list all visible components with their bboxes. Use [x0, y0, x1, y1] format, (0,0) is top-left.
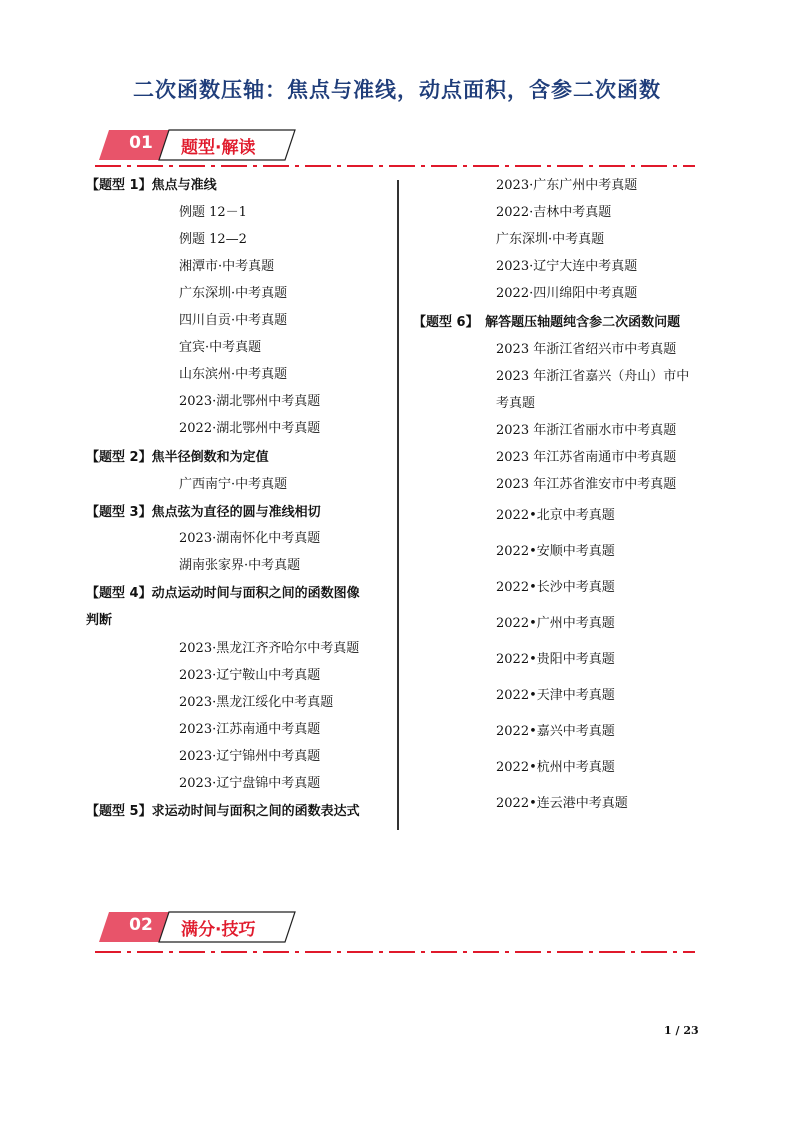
- toc-item[interactable]: 广东深圳·中考真题: [179, 286, 288, 301]
- toc-item[interactable]: 湖南张家界·中考真题: [179, 558, 301, 573]
- toc-item[interactable]: 2022•安顺中考真题: [496, 544, 615, 559]
- toc-heading: 判断: [86, 613, 113, 628]
- toc-item[interactable]: 2022•广州中考真题: [496, 616, 615, 631]
- toc-item[interactable]: 2022·四川绵阳中考真题: [496, 286, 638, 301]
- toc-item[interactable]: 2022·吉林中考真题: [496, 205, 612, 220]
- toc-item[interactable]: 2023 年浙江省丽水市中考真题: [496, 423, 677, 438]
- toc-item[interactable]: 2022•天津中考真题: [496, 688, 615, 703]
- toc-item[interactable]: 2022•杭州中考真题: [496, 760, 615, 775]
- toc-item[interactable]: 宜宾·中考真题: [179, 340, 262, 355]
- section-label: 满分·技巧: [181, 920, 256, 940]
- toc-item[interactable]: 例题 12－1: [179, 205, 247, 220]
- toc-item[interactable]: 2023 年浙江省嘉兴（舟山）市中: [496, 369, 690, 384]
- section-label: 题型·解读: [181, 138, 256, 158]
- page-title: 二次函数压轴：焦点与准线，动点面积，含参二次函数: [133, 78, 661, 102]
- toc-item[interactable]: 2023·江苏南通中考真题: [179, 722, 321, 737]
- toc-item[interactable]: 2023·湖北鄂州中考真题: [179, 394, 321, 409]
- toc-item[interactable]: 考真题: [496, 396, 536, 411]
- toc-item[interactable]: 山东滨州·中考真题: [179, 367, 288, 382]
- toc-item[interactable]: 2023·辽宁盘锦中考真题: [179, 776, 321, 791]
- toc-heading: 【题型 2】焦半径倒数和为定值: [86, 450, 269, 465]
- toc-heading: 【题型 6】 解答题压轴题纯含参二次函数问题: [413, 315, 681, 330]
- toc-item[interactable]: 2022•北京中考真题: [496, 508, 615, 523]
- toc-item[interactable]: 广西南宁·中考真题: [179, 477, 288, 492]
- toc-item[interactable]: 2023 年江苏省南通市中考真题: [496, 450, 677, 465]
- toc-item[interactable]: 2022•嘉兴中考真题: [496, 724, 615, 739]
- toc-heading: 【题型 5】求运动时间与面积之间的函数表达式: [86, 804, 360, 819]
- section-number: 01: [129, 133, 153, 153]
- toc-heading: 【题型 1】焦点与准线: [86, 178, 217, 193]
- toc-item[interactable]: 例题 12—2: [179, 232, 247, 247]
- toc-item[interactable]: 湘潭市·中考真题: [179, 259, 275, 274]
- toc-item[interactable]: 2022•贵阳中考真题: [496, 652, 615, 667]
- section-divider-1: [95, 164, 695, 168]
- toc-item[interactable]: 2022•连云港中考真题: [496, 796, 628, 811]
- toc-item[interactable]: 2022·湖北鄂州中考真题: [179, 421, 321, 436]
- toc-item[interactable]: 广东深圳·中考真题: [496, 232, 605, 247]
- toc-item[interactable]: 2022•长沙中考真题: [496, 580, 615, 595]
- toc-item[interactable]: 2023 年江苏省淮安市中考真题: [496, 477, 677, 492]
- toc-item[interactable]: 2023·广东广州中考真题: [496, 178, 638, 193]
- toc-item[interactable]: 2023·辽宁鞍山中考真题: [179, 668, 321, 683]
- toc-heading: 【题型 4】动点运动时间与面积之间的函数图像: [86, 586, 360, 601]
- toc-item[interactable]: 2023·黑龙江绥化中考真题: [179, 695, 334, 710]
- toc-item[interactable]: 2023·湖南怀化中考真题: [179, 531, 321, 546]
- toc-item[interactable]: 2023·辽宁锦州中考真题: [179, 749, 321, 764]
- section-header-1: [95, 128, 705, 178]
- toc-item[interactable]: 2023·黑龙江齐齐哈尔中考真题: [179, 641, 360, 656]
- toc-item[interactable]: 2023 年浙江省绍兴市中考真题: [496, 342, 677, 357]
- section-divider-2: [95, 950, 695, 954]
- page-number: 1 / 23: [664, 1024, 699, 1037]
- column-divider: [397, 180, 399, 830]
- section-number: 02: [129, 915, 153, 935]
- toc-heading: 【题型 3】焦点弦为直径的圆与准线相切: [86, 505, 321, 520]
- toc-item[interactable]: 2023·辽宁大连中考真题: [496, 259, 638, 274]
- toc-item[interactable]: 四川自贡·中考真题: [179, 313, 288, 328]
